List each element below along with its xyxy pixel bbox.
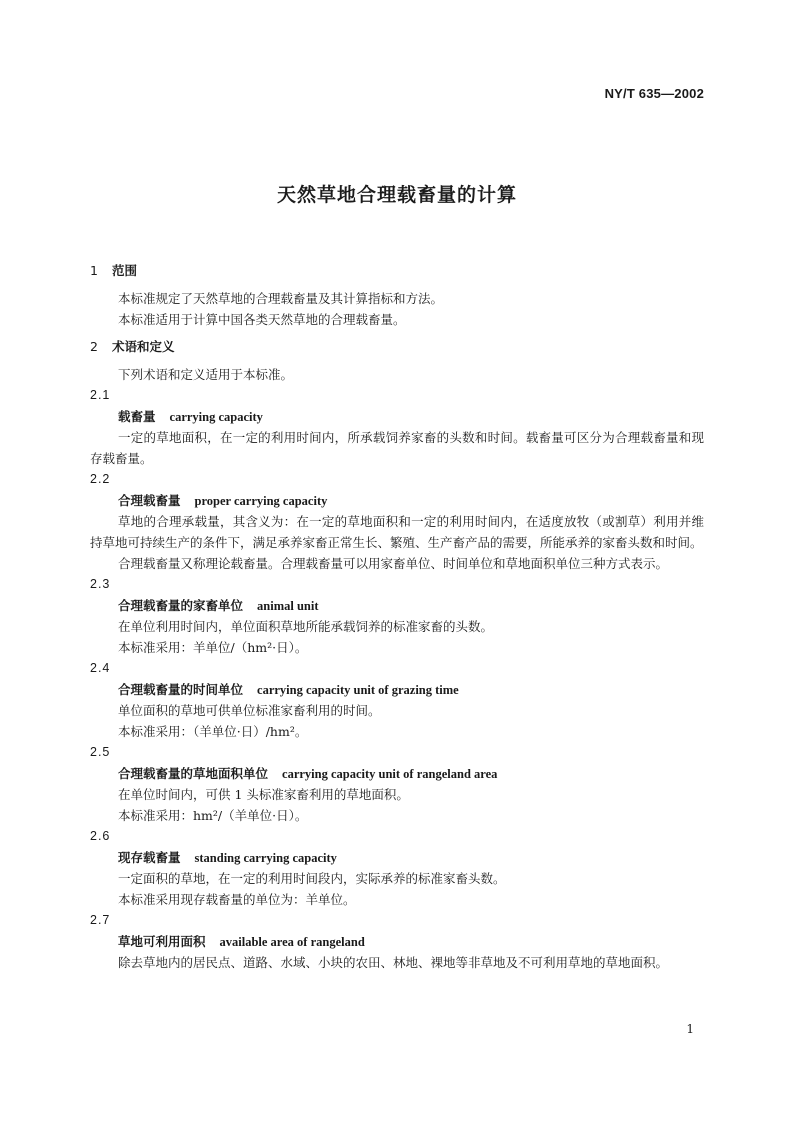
- paragraph: 本标准适用于计算中国各类天然草地的合理载畜量。: [118, 312, 406, 327]
- paragraph: 一定面积的草地，在一定的利用时间段内，实际承养的标准家畜头数。: [118, 871, 506, 886]
- paragraph: 本标准采用：（羊单位·日）/hm²。: [118, 724, 308, 739]
- section-title: 范围: [112, 263, 138, 278]
- term-heading: [90, 595, 704, 616]
- term-english: carrying capacity unit of grazing time: [257, 683, 459, 697]
- term-chinese: 合理载畜量的家畜单位: [118, 598, 244, 613]
- term-english: available area of rangeland: [219, 935, 365, 949]
- subsection-number: 2.7: [90, 913, 111, 927]
- paragraph: 在单位利用时间内，单位面积草地所能承载饲养的标准家畜的头数。: [118, 619, 494, 634]
- term-heading: [90, 931, 704, 952]
- section-title: 术语和定义: [112, 339, 175, 354]
- paragraph: 一定的草地面积，在一定的利用时间内，所承载饲养家畜的头数和时间。载畜量可区分为合理载畜量和现存载畜量。: [90, 430, 704, 466]
- document-title: 天然草地合理载畜量的计算: [276, 184, 517, 206]
- paragraph: 草地的合理承载量，其含义为：在一定的草地面积和一定的利用时间内，在适度放牧（或割草）利用并维持草地可持续生产的条件下，满足承养家畜正常生长、繁殖、生产畜产品的需要，所能承养的家畜头数和时间。: [90, 514, 704, 550]
- section-number: 2: [90, 339, 98, 354]
- paragraph: 在单位时间内，可供 1 头标准家畜利用的草地面积。: [118, 787, 409, 802]
- term-chinese: 合理载畜量: [118, 493, 181, 508]
- section-number: 1: [90, 263, 98, 278]
- paragraph: 本标准规定了天然草地的合理载畜量及其计算指标和方法。: [118, 291, 444, 306]
- subsection-number: 2.1: [90, 388, 111, 402]
- term-heading: [90, 490, 704, 511]
- section-heading-definitions: [90, 336, 704, 358]
- document-body: [90, 258, 704, 973]
- term-chinese: 现存载畜量: [118, 850, 181, 865]
- term-heading: [90, 847, 704, 868]
- paragraph: 本标准采用：羊单位/（hm²·日）。: [118, 640, 308, 655]
- subsection-number: 2.3: [90, 577, 111, 591]
- paragraph: 合理载畜量又称理论载畜量。合理载畜量可以用家畜单位、时间单位和草地面积单位三种方式表示。: [118, 556, 669, 571]
- term-chinese: 合理载畜量的时间单位: [118, 682, 244, 697]
- term-english: proper carrying capacity: [194, 494, 328, 508]
- paragraph: 下列术语和定义适用于本标准。: [118, 367, 294, 382]
- paragraph: 除去草地内的居民点、道路、水域、小块的农田、林地、裸地等非草地及不可利用草地的草地面积。: [118, 955, 669, 970]
- paragraph: 单位面积的草地可供单位标准家畜利用的时间。: [118, 703, 381, 718]
- term-heading: [90, 763, 704, 784]
- term-heading: [90, 406, 704, 427]
- subsection-number: 2.4: [90, 661, 111, 675]
- paragraph: 本标准采用：hm²/（羊单位·日）。: [118, 808, 308, 823]
- term-english: carrying capacity unit of rangeland area: [282, 767, 498, 781]
- section-heading-scope: [90, 260, 704, 282]
- term-chinese: 载畜量: [118, 409, 156, 424]
- standard-code: NY/T 635—2002: [604, 86, 704, 101]
- subsection-number: 2.2: [90, 472, 111, 486]
- subsection-number: 2.6: [90, 829, 111, 843]
- subsection-number: 2.5: [90, 745, 111, 759]
- term-chinese: 草地可利用面积: [118, 934, 206, 949]
- term-chinese: 合理载畜量的草地面积单位: [118, 766, 269, 781]
- term-english: carrying capacity: [169, 410, 263, 424]
- page-number: 1: [686, 1022, 694, 1036]
- paragraph: 本标准采用现存载畜量的单位为：羊单位。: [118, 892, 356, 907]
- term-english: standing carrying capacity: [194, 851, 337, 865]
- term-english: animal unit: [257, 599, 319, 613]
- term-heading: [90, 679, 704, 700]
